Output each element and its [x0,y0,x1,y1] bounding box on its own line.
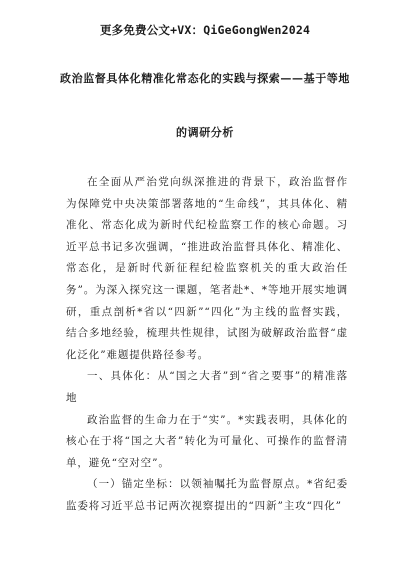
section-heading-1: 一、具体化：从“国之大者”到“省之要事”的精准落地 [66,370,348,404]
document-body [66,172,348,518]
document-title-line-1: 政治监督具体化精准化常态化的实践与探索——基于等地 [60,72,350,85]
document-title-line-2: 的调研分析 [176,126,234,139]
intro-paragraph: 在全面从严治党向纵深推进的背景下，政治监督作为保障党中央决策部署落地的“生命线”，其具体化、精准化、常态化成为新时代纪检监察工作的核心命题。习近平总书记多次强调，“推进政治监督具体化、精准化、常态化，是新时代新征程纪检监察机关的重大政治任务”。为深入探究这一课题，笔者赴*、*等地开展实地调研，重点剖析*省以“四新”“四化”为主线的监督实践，结合多地经验，梳理共性规律，试图为破解政治监督“虚化泛化”难题提供路径参考。 [66,176,348,361]
section-paragraph: 政治监督的生命力在于“实”。*实践表明，具体化的核心在于将“国之大者”转化为可量化、可操作的监督清单，避免“空对空”。 [66,413,348,469]
subsection-paragraph: （一）锚定坐标：以领袖嘱托为监督原点。*省纪委监委将习近平总书记两次视察提出的“四新”主攻“四化” [66,478,348,512]
promo-header: 更多免费公文+VX：QiGeGongWen2024 [99,23,311,37]
